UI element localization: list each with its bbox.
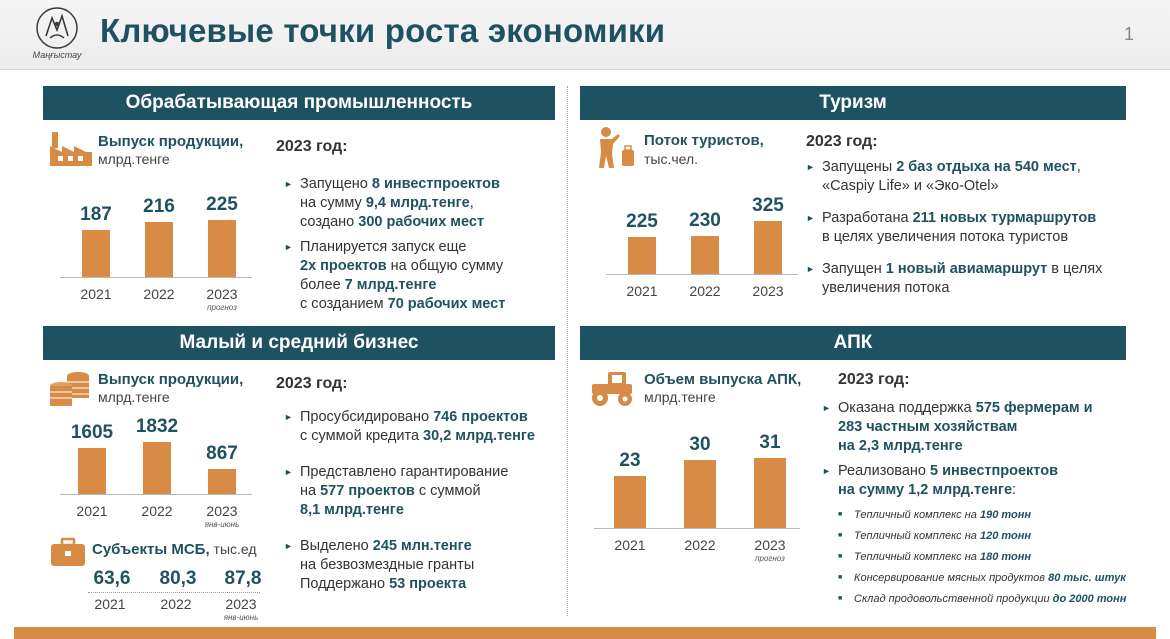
chart-bar xyxy=(614,476,646,528)
bullet-highlight: 746 проектов xyxy=(433,409,528,425)
bullet-text: Тепличный комплекс на xyxy=(854,530,980,542)
bullet-marker-icon: ► xyxy=(806,213,815,223)
bullet-marker-icon: ► xyxy=(284,242,293,252)
bullet-text: Планируется запуск еще xyxy=(300,239,467,255)
bullet-marker-icon: ► xyxy=(822,466,831,476)
bullet-text: Разработана xyxy=(822,210,913,226)
kpi-title: Поток туристов, xyxy=(644,132,764,149)
chart-value-label: 325 xyxy=(752,195,784,216)
msb-value: 63,6 xyxy=(93,568,131,589)
msb-note: янв-июнь xyxy=(223,613,259,622)
bullet-highlight: 8,1 млрд.тенге xyxy=(300,502,404,518)
chart-category-label: 2022 xyxy=(689,283,721,299)
bullet-highlight: 180 тонн xyxy=(979,551,1032,563)
section-header-manufacturing: Обрабатывающая промышленность xyxy=(43,86,555,120)
bullet-text: Выделено xyxy=(300,538,373,554)
factory-icon xyxy=(48,128,94,168)
bullet-item xyxy=(284,238,550,314)
bullet-marker-icon: ■ xyxy=(838,532,843,539)
chart-tourism xyxy=(606,190,796,310)
bullet-marker-icon: ► xyxy=(806,162,815,172)
kpi-unit: млрд.тенге xyxy=(98,151,170,167)
chart-value-label: 187 xyxy=(80,203,112,225)
bullet-marker-icon: ► xyxy=(822,403,831,413)
bullet-marker-icon: ■ xyxy=(838,511,843,518)
bullet-item xyxy=(284,537,560,594)
bullet-text: Просубсидировано xyxy=(300,409,434,425)
bullet-item xyxy=(806,260,1122,298)
chart-manufacturing xyxy=(60,190,250,320)
bullet-item xyxy=(806,209,1122,247)
chart-value-label: 30 xyxy=(689,434,711,456)
chart-baseline xyxy=(594,528,800,529)
chart-baseline xyxy=(606,274,798,275)
chart-apk xyxy=(594,430,804,570)
chart-baseline xyxy=(60,277,252,278)
bullet-text: на сумму xyxy=(300,195,362,211)
bullet-marker-icon: ► xyxy=(806,264,815,274)
chart-category-label: 2023 xyxy=(752,283,784,299)
bullet-text: с созданием xyxy=(300,296,384,312)
chart-category-label: 2021 xyxy=(80,286,112,302)
bullet-list xyxy=(822,399,1138,506)
bullet-highlight: 577 проектов xyxy=(320,483,415,499)
year-title: 2023 год: xyxy=(838,371,910,388)
bullet-highlight: 8 инвестпроектов xyxy=(371,176,500,192)
briefcase-icon xyxy=(50,537,86,567)
bullet-list xyxy=(284,408,560,611)
bullet-highlight: 575 фермерам и 283 частным хозяйствам на 2,3 млрд.тенге xyxy=(838,400,1093,454)
chart-value-label: 23 xyxy=(619,450,641,472)
bullet-highlight: 1 новый авиамаршрут xyxy=(885,261,1048,277)
bullet-highlight: 190 тонн xyxy=(979,509,1032,521)
chart-category-label: 2022 xyxy=(143,286,175,302)
chart-value-label: 1832 xyxy=(135,416,179,437)
bullet-text: Запущены xyxy=(822,159,897,175)
bullet-highlight: 80 тыс. штук xyxy=(1048,572,1126,584)
msb-divider xyxy=(88,592,260,593)
chart-category-label: 2023 xyxy=(754,537,786,553)
msb-year: 2023 xyxy=(225,596,257,612)
kpi-unit: млрд.тенге xyxy=(644,389,716,405)
chart-bar xyxy=(628,237,656,274)
bullet-text: , создано xyxy=(300,195,474,230)
bullet-item xyxy=(284,463,560,520)
chart-value-label: 216 xyxy=(143,196,175,218)
chart-note: янв-июнь xyxy=(204,520,240,529)
chart-value-label: 225 xyxy=(626,211,658,233)
bullet-marker-icon: ► xyxy=(284,541,293,551)
bullet-text: , «Caspiy Life» и «Эко-Otel» xyxy=(822,159,1081,194)
sub-bullet-list xyxy=(838,508,1164,613)
bullet-highlight: 245 млн.тенге xyxy=(372,538,472,554)
msb-value: 87,8 xyxy=(224,568,262,589)
year-title: 2023 год: xyxy=(276,375,348,392)
chart-bar xyxy=(691,236,719,274)
bullet-text: с суммой кредита xyxy=(300,428,420,444)
kpi-title: Объем выпуска АПК, xyxy=(644,371,802,388)
bullet-text: Представлено гарантирование на xyxy=(300,464,509,499)
kpi-title: Выпуск продукции, xyxy=(98,133,244,150)
chart-note: прогноз xyxy=(207,303,237,312)
bullet-marker-icon: ■ xyxy=(838,574,843,581)
chart-value-label: 31 xyxy=(759,432,781,453)
chart-category-label: 2021 xyxy=(76,503,108,519)
bullet-text: Запущено xyxy=(300,176,372,192)
chart-bar xyxy=(82,230,110,277)
bullet-highlight: 211 новых турмаршрутов xyxy=(912,210,1097,226)
chart-bar xyxy=(754,458,786,528)
bullet-marker-icon: ■ xyxy=(838,595,843,602)
bullet-highlight: 2х проектов xyxy=(300,258,387,274)
chart-note: прогноз xyxy=(755,554,785,563)
bullet-text: Оказана поддержка xyxy=(838,400,976,416)
footer-bar xyxy=(14,627,1156,639)
bullet-text: Тепличный комплекс на xyxy=(854,551,980,563)
bullet-text: в целях увеличения потока xyxy=(822,261,1103,296)
chart-category-label: 2022 xyxy=(684,537,716,553)
chart-sme xyxy=(60,410,250,530)
bullet-text: на общую сумму более xyxy=(300,258,504,293)
bullet-highlight: 2 баз отдыха xyxy=(896,159,990,175)
bullet-text: на безвозмездные гранты Поддержано xyxy=(300,557,475,592)
bullet-marker-icon: ■ xyxy=(838,553,843,560)
chart-category-label: 2023 xyxy=(206,286,238,302)
bullet-list xyxy=(806,158,1122,311)
bullet-highlight: 53 проекта xyxy=(389,576,467,592)
chart-value-label: 230 xyxy=(689,210,721,232)
bullet-text: с суммой xyxy=(418,483,481,499)
bullet-item xyxy=(822,462,1138,500)
logo-text: Маңғыстау xyxy=(32,50,82,60)
chart-bar xyxy=(208,220,236,277)
chart-bar xyxy=(684,460,716,528)
page-number: 1 xyxy=(1124,24,1135,44)
tourist-icon xyxy=(596,126,638,170)
coins-icon xyxy=(48,368,92,408)
bullet-marker-icon: ► xyxy=(284,179,293,189)
sub-bullet-item xyxy=(838,571,1164,585)
sub-bullet-item xyxy=(838,508,1164,522)
year-title: 2023 год: xyxy=(276,138,348,155)
chart-bar xyxy=(78,448,106,494)
chart-value-label: 1605 xyxy=(70,422,114,444)
kpi-unit: млрд.тенге xyxy=(98,389,170,405)
chart-category-label: 2022 xyxy=(141,503,173,519)
bullet-item xyxy=(284,175,550,232)
chart-category-label: 2023 xyxy=(206,503,238,519)
bullet-highlight: 5 инвестпроектов на сумму 1,2 млрд.тенге xyxy=(838,463,1058,498)
chart-value-label: 867 xyxy=(206,443,238,465)
bullet-text: Тепличный комплекс на xyxy=(854,509,980,521)
chart-bar xyxy=(208,469,236,494)
tractor-icon xyxy=(588,368,636,408)
kpi-title: Выпуск продукции, xyxy=(98,371,244,388)
bullet-marker-icon: ► xyxy=(284,467,293,477)
chart-category-label: 2021 xyxy=(626,283,658,299)
bullet-text: Склад продовольственной продукции xyxy=(854,593,1053,605)
bullet-highlight: до 2000 тонн xyxy=(1052,593,1127,605)
msb-year: 2022 xyxy=(160,596,192,612)
bullet-list xyxy=(284,175,550,320)
bullet-text: в целях увеличения потока туристов xyxy=(822,229,1069,245)
column-divider xyxy=(567,86,568,616)
bullet-highlight: на 540 мест xyxy=(993,159,1077,175)
bullet-item xyxy=(284,408,560,446)
bullet-item xyxy=(822,399,1138,456)
chart-bar xyxy=(143,442,171,494)
bullet-highlight: 300 рабочих мест xyxy=(358,214,485,230)
chart-bar xyxy=(754,221,782,274)
bullet-highlight: 7 млрд.тенге xyxy=(344,277,437,293)
chart-bar xyxy=(145,222,173,277)
bullet-highlight: 120 тонн xyxy=(979,530,1032,542)
bullet-text: Консервирование мясных продуктов xyxy=(854,572,1049,584)
msb-unit: тыс.ед xyxy=(209,541,257,557)
section-header-apk: АПК xyxy=(580,326,1126,360)
bullet-text: : xyxy=(1012,482,1017,498)
bullet-text: Запущен xyxy=(822,261,886,277)
bullet-item xyxy=(806,158,1122,196)
msb-title: Субъекты МСБ, xyxy=(92,541,210,558)
year-title: 2023 год: xyxy=(806,133,878,150)
sub-bullet-item xyxy=(838,529,1164,543)
bullet-highlight: 9,4 млрд.тенге xyxy=(365,195,470,211)
sub-bullet-item xyxy=(838,550,1164,564)
chart-baseline xyxy=(60,494,252,495)
chart-category-label: 2021 xyxy=(614,537,646,553)
section-header-tourism: Туризм xyxy=(580,86,1126,120)
page-title: Ключевые точки роста экономики xyxy=(100,12,666,49)
sub-bullet-item xyxy=(838,592,1164,606)
msb-year: 2021 xyxy=(94,596,126,612)
kpi-unit: тыс.чел. xyxy=(644,151,699,167)
bullet-text: Реализовано xyxy=(838,463,930,479)
bullet-marker-icon: ► xyxy=(284,412,293,422)
bullet-highlight: 70 рабочих мест xyxy=(387,296,506,312)
msb-value: 80,3 xyxy=(159,568,197,589)
section-header-sme: Малый и средний бизнес xyxy=(43,326,555,360)
chart-value-label: 225 xyxy=(206,194,238,215)
msb-label xyxy=(92,541,257,559)
bullet-highlight: 30,2 млрд.тенге xyxy=(423,428,535,444)
